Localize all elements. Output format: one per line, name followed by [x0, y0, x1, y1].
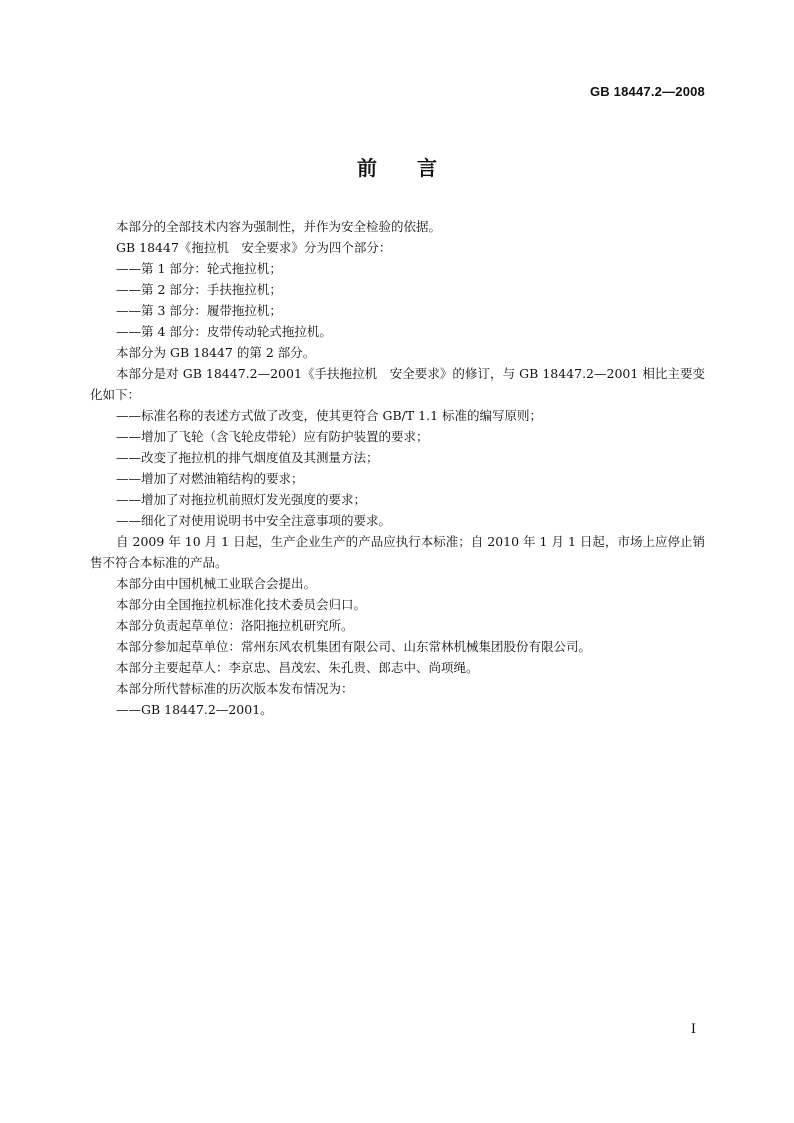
list-item-part-2: ——第 2 部分：手扶拖拉机； [116, 282, 282, 297]
page-number: I [690, 1022, 696, 1037]
list-item-previous-edition: ——GB 18447.2—2001。 [116, 702, 273, 717]
list-item-change-2: ——增加了飞轮（含飞轮皮带轮）应有防护装置的要求； [116, 429, 429, 444]
page-title: 前言 [357, 156, 477, 180]
list-item-change-4: ——增加了对燃油箱结构的要求； [116, 471, 304, 486]
paragraph-participating-drafters: 本部分参加起草单位：常州东风农机集团有限公司、山东常林机械集团股份有限公司。 [116, 639, 592, 654]
list-item-change-6: ——细化了对使用说明书中安全注意事项的要求。 [116, 513, 392, 528]
standard-code-header: GB 18447.2—2008 [589, 84, 705, 99]
paragraph-administered-by: 本部分由全国拖拉机标准化技术委员会归口。 [116, 597, 367, 612]
paragraph-main-drafters: 本部分主要起草人：李京忠、昌茂宏、朱孔贵、郎志中、尚项绳。 [116, 660, 479, 675]
paragraph-effective-dates: 自 2009 年 10 月 1 日起，生产企业生产的产品应执行本标准；自 2010 年 1 月 1 日起，市场上应停止销售不符合本标准的产品。 [90, 534, 705, 570]
paragraph-lead-drafter: 本部分负责起草单位：洛阳拖拉机研究所。 [116, 618, 354, 633]
paragraph-this-part: 本部分为 GB 18447 的第 2 部分。 [116, 345, 316, 360]
list-item-change-5: ——增加了对拖拉机前照灯发光强度的要求； [116, 492, 367, 507]
list-item-part-4: ——第 4 部分：皮带传动轮式拖拉机。 [116, 324, 332, 339]
paragraph-parts-intro: GB 18447《拖拉机 安全要求》分为四个部分： [116, 240, 392, 255]
document-body [90, 216, 705, 720]
list-item-change-1: ——标准名称的表述方式做了改变，使其更符合 GB/T 1.1 标准的编写原则； [116, 408, 543, 423]
list-item-part-1: ——第 1 部分：轮式拖拉机； [116, 261, 282, 276]
list-item-change-3: ——改变了拖拉机的排气烟度值及其测量方法； [116, 450, 379, 465]
paragraph-proposed-by: 本部分由中国机械工业联合会提出。 [116, 576, 317, 591]
paragraph-revision: 本部分是对 GB 18447.2—2001《手扶拖拉机 安全要求》的修订，与 GB 18447.2—2001 相比主要变化如下： [90, 366, 705, 402]
paragraph-technical-content: 本部分的全部技术内容为强制性，并作为安全检验的依据。 [116, 219, 442, 234]
paragraph-previous-editions: 本部分所代替标准的历次版本发布情况为： [116, 681, 354, 696]
list-item-part-3: ——第 3 部分：履带拖拉机； [116, 303, 282, 318]
